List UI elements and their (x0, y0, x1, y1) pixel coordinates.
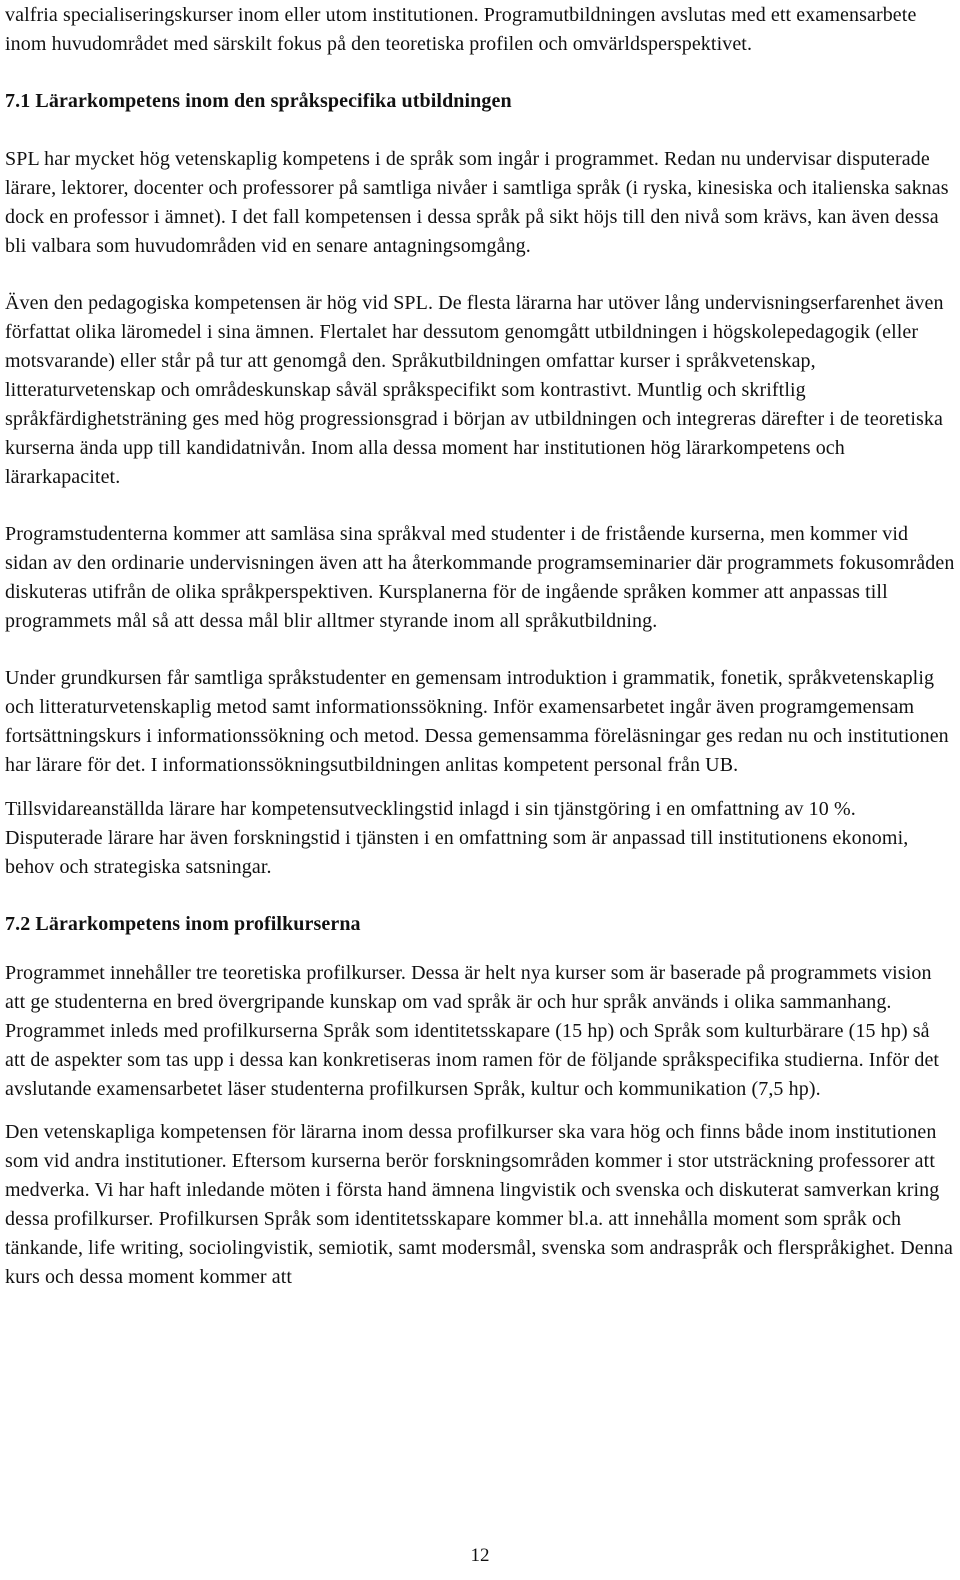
page-number: 12 (470, 1545, 490, 1566)
paragraph-program-students: Programstudenterna kommer att samläsa sina språkval med studenter i de fristående kurserna, men kommer vid sidan av den ordinarie undervisningen även att ha återkommande programseminarier där programmets fokusområden diskuteras utifrån de olika språkperspektiven. Kursplanerna för de ingående språken kommer att anpassas till programmets mål så att dessa mål blir alltmer styrande inom all språkutbildning. (5, 523, 955, 632)
paragraph-scientific-competence: Den vetenskapliga kompetensen för lärarna inom dessa profilkurser ska vara hög och finns både inom institutionen som vid andra institutioner. Eftersom kurserna berör forskningsområden kommer i stor utsträckning professorer att medverka. Vi har haft inledande möten i första hand ämnena lingvistik och svenska och diskuterat samverkan kring dessa profilkurser. Profilkursen Språk som identitetsskapare kommer bl.a. att innehålla moment som språk och tänkande, life writing, sociolingvistik, semiotik, samt modersmål, svenska som andraspråk och flerspråkighet. Denna kurs och dessa moment kommer att (5, 1121, 953, 1288)
paragraph-basic-course: Under grundkursen får samtliga språkstudenter en gemensam introduktion i grammatik, fonetik, språkvetenskaplig och litteraturvetenskaplig metod samt informationssökning. Inför examensarbetet ingår även programgemensam fortsättningskurs i informationssökning och metod. Dessa gemensamma föreläsningar ges redan nu och institutionen har lärare för det. I informationssökningsutbildningen anlitas kompetent personal från UB. (5, 667, 949, 776)
paragraph-continuation: valfria specialiseringskurser inom eller utom institutionen. Programutbildningen avslutas med ett examensarbete inom huvudområdet med särskilt fokus på den teoretiska profilen och omvärldsperspektivet. (5, 4, 917, 55)
document-page (5, 0, 955, 1292)
paragraph-permanent-teachers: Tillsvidareanställda lärare har kompetensutvecklingstid inlagd i sin tjänstgöring i en omfattning av 10 %. Disputerade lärare har även forskningstid i tjänsten i en omfattning som är anpassad till institutionens ekonomi, behov och strategiska satsningar. (5, 798, 909, 878)
section-heading-7-2: 7.2 Lärarkompetens inom profilkurserna (5, 913, 361, 935)
paragraph-competence: SPL har mycket hög vetenskaplig kompetens i de språk som ingår i programmet. Redan nu undervisar disputerade lärare, lektorer, docenter och professorer på samtliga nivåer i samtliga språk (i ryska, kinesiska och italienska saknas dock en professor i ämnet). I det fall kompetensen i dessa språk på sikt höjs till den nivå som krävs, kan även dessa bli valbara som huvudområden vid en senare antagningsomgång. (5, 148, 949, 257)
paragraph-pedagogical: Även den pedagogiska kompetensen är hög vid SPL. De flesta lärarna har utöver lång undervisningserfarenhet även författat olika läromedel i sina ämnen. Flertalet har dessutom genomgått utbildningen i högskolepedagogik (eller motsvarande) eller står på tur att genomgå den. Språkutbildningen omfattar kurser i språkvetenskap, litteraturvetenskap och områdeskunskap såväl språkspecifikt som kontrastivt. Muntlig och skriftlig språkfärdighetsträning ges med hög progressionsgrad i början av utbildningen och integreras därefter i de teoretiska kurserna ända upp till kandidatnivån. Inom alla dessa moment har institutionen hög lärarkompetens och lärarkapacitet. (5, 292, 944, 488)
paragraph-profile-courses: Programmet innehåller tre teoretiska profilkurser. Dessa är helt nya kurser som är baserade på programmets vision att ge studenterna en bred övergripande kunskap om vad språk är och hur språk används i olika sammanhang. Programmet inleds med profilkurserna Språk som identitetsskapare (15 hp) och Språk som kulturbärare (15 hp) så att de aspekter som tas upp i dessa kan konkretiseras inom ramen för de följande språkspecifika studierna. Inför det avslutande examensarbetet läser studenterna profilkursen Språk, kultur och kommunikation (7,5 hp). (5, 962, 940, 1100)
section-heading-7-1: 7.1 Lärarkompetens inom den språkspecifika utbildningen (5, 90, 512, 112)
